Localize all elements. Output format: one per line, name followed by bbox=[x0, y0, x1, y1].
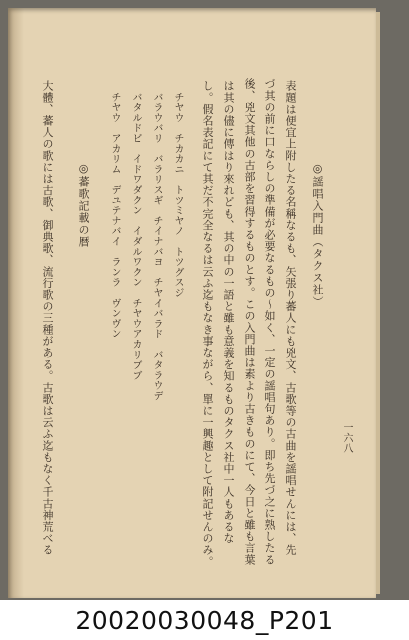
body-column-5: し。假名表記にて其だ不完全なるは云ふ迄もなき事ながら、單に一興趣として附記せんのみ。 bbox=[201, 80, 214, 568]
page-number: 一六八 bbox=[341, 422, 352, 454]
body-column-6: 大體、蕃人の歌には古歌、御典歌、流行歌の三種がある。古歌は云ふ迄もなく千古神荒べる bbox=[41, 80, 54, 556]
section-heading-chant: ◎謡唱入門曲（タクス社） bbox=[311, 162, 324, 308]
page-edge bbox=[376, 12, 380, 594]
chant-line-4: チヤウ アカリム デユテナバイ ランラ ヴンヴン bbox=[109, 92, 120, 340]
body-column-4: は其の儘に傳はり來れども、其の中の一語と雖も意義を知るものタクス社中一人もあるな bbox=[222, 80, 235, 544]
chant-line-2: バラウバリ バラリスギ チイナバヨ チヤイバラド バタラウデ bbox=[151, 92, 162, 401]
body-column-1: 表題は便宜上附したる名稱なるも、矢張り蕃人にも兇文、古歌等の古曲を謡唱せんには、先 bbox=[284, 80, 297, 556]
body-column-2: づ其の前に口ならしの準備が必要なるもの～如く、一定の謡唱句あり。即ち先づ之に熟したる bbox=[263, 78, 276, 566]
image-caption: 20020030048_P201 bbox=[75, 605, 334, 635]
spine-shadow bbox=[8, 8, 24, 598]
section-heading-songs: ◎蕃歌記載の暦 bbox=[77, 162, 90, 248]
body-column-3: 後、兇文其他の古部を習得するものとす。この入門曲は素より古きものにて、今日と雖も言葉 bbox=[243, 78, 256, 566]
chant-line-3: バタルドビ イドワダクン イダルワクン チヤウアカリブブ bbox=[130, 92, 141, 381]
chant-line-1: チヤウ チカカニ トツミヤノ トツグスジ bbox=[172, 92, 183, 298]
